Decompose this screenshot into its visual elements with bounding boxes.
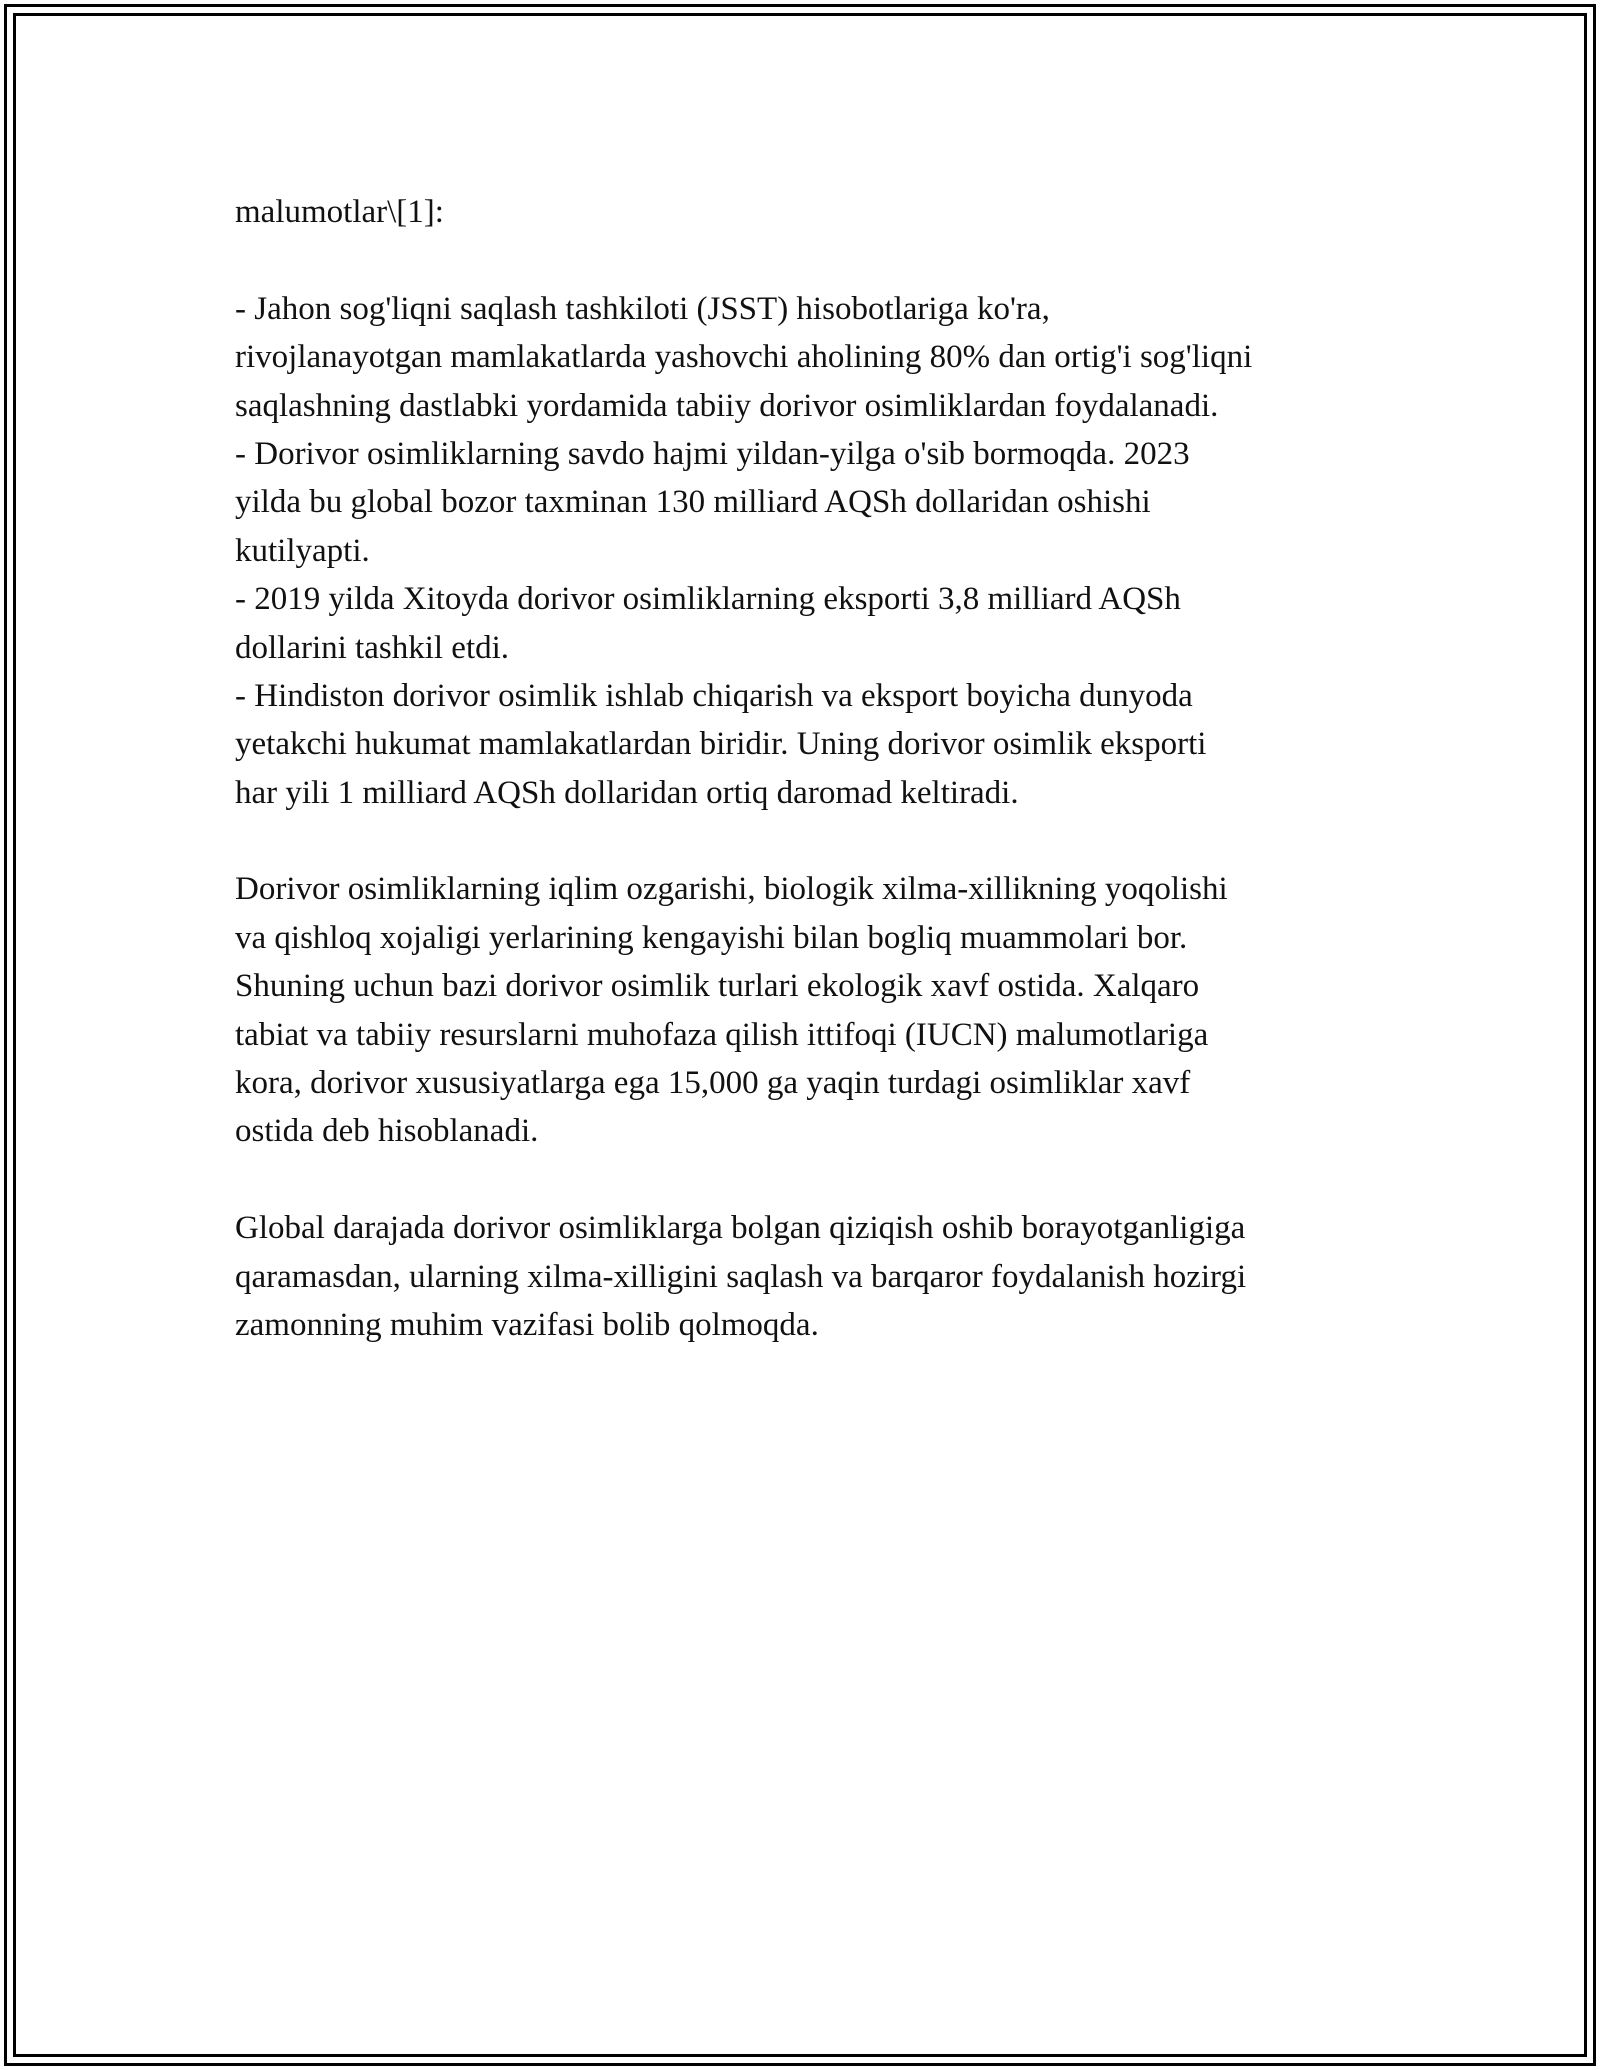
bullet-line: yetakchi hukumat mamlakatlardan biridir. Uning dorivor osimlik eksporti bbox=[235, 726, 1207, 763]
bullet-line: - Hindiston dorivor osimlik ishlab chiqarish va eksport boyicha dunyoda bbox=[235, 677, 1193, 714]
bullet-line: - Dorivor osimliklarning savdo hajmi yildan-yilga o'sib bormoqda. 2023 bbox=[235, 435, 1190, 472]
paragraph-line: ostida deb hisoblanadi. bbox=[235, 1113, 539, 1150]
bullet-line: har yili 1 milliard AQSh dollaridan ortiq daromad keltiradi. bbox=[235, 774, 1019, 811]
bullet-line: dollarini tashkil etdi. bbox=[235, 629, 510, 666]
bullet-item-china-export bbox=[235, 575, 1385, 672]
paragraph-conclusion bbox=[235, 1204, 1385, 1349]
bullet-line: - 2019 yilda Xitoyda dorivor osimliklarning eksporti 3,8 milliard AQSh bbox=[235, 581, 1181, 618]
document-body bbox=[235, 188, 1385, 1349]
paragraph-line: Dorivor osimliklarning iqlim ozgarishi, biologik xilma-xillikning yoqolishi bbox=[235, 871, 1228, 908]
bullet-item-trade-volume bbox=[235, 430, 1385, 575]
bullet-item-india-export bbox=[235, 672, 1385, 817]
paragraph-line: kora, dorivor xususiyatlarga ega 15,000 ga yaqin turdagi osimliklar xavf bbox=[235, 1065, 1191, 1102]
paragraph-threats bbox=[235, 865, 1385, 1155]
paragraph-line: va qishloq xojaligi yerlarining kengayishi bilan bogliq muammolari bor. bbox=[235, 919, 1188, 956]
blank-line bbox=[235, 236, 1385, 284]
paragraph-line: tabiat va tabiiy resurslarni muhofaza qilish ittifoqi (IUCN) malumotlariga bbox=[235, 1016, 1209, 1053]
blank-line bbox=[235, 1156, 1385, 1204]
bullet-line: saqlashning dastlabki yordamida tabiiy dorivor osimliklardan foydalanadi. bbox=[235, 387, 1219, 424]
bullet-line: kutilyapti. bbox=[235, 532, 370, 569]
paragraph-line: zamonning muhim vazifasi bolib qolmoqda. bbox=[235, 1306, 819, 1343]
bullet-line: yilda bu global bozor taxminan 130 milliard AQSh dollaridan oshishi bbox=[235, 484, 1151, 521]
bullet-item-who bbox=[235, 285, 1385, 430]
paragraph-line: Global darajada dorivor osimliklarga bolgan qiziqish oshib borayotganligiga bbox=[235, 1210, 1246, 1247]
bullet-line: rivojlanayotgan mamlakatlarda yashovchi aholining 80% dan ortig'i sog'liqni bbox=[235, 339, 1253, 376]
paragraph-line: Shuning uchun bazi dorivor osimlik turlari ekologik xavf ostida. Xalqaro bbox=[235, 968, 1200, 1005]
paragraph-line: qaramasdan, ularning xilma-xilligini saqlash va barqaror foydalanish hozirgi bbox=[235, 1258, 1247, 1295]
blank-line bbox=[235, 817, 1385, 865]
bullet-line: - Jahon sog'liqni saqlash tashkiloti (JSST) hisobotlariga ko'ra, bbox=[235, 290, 1050, 327]
document-heading: malumotlar\[1]: bbox=[235, 194, 444, 230]
